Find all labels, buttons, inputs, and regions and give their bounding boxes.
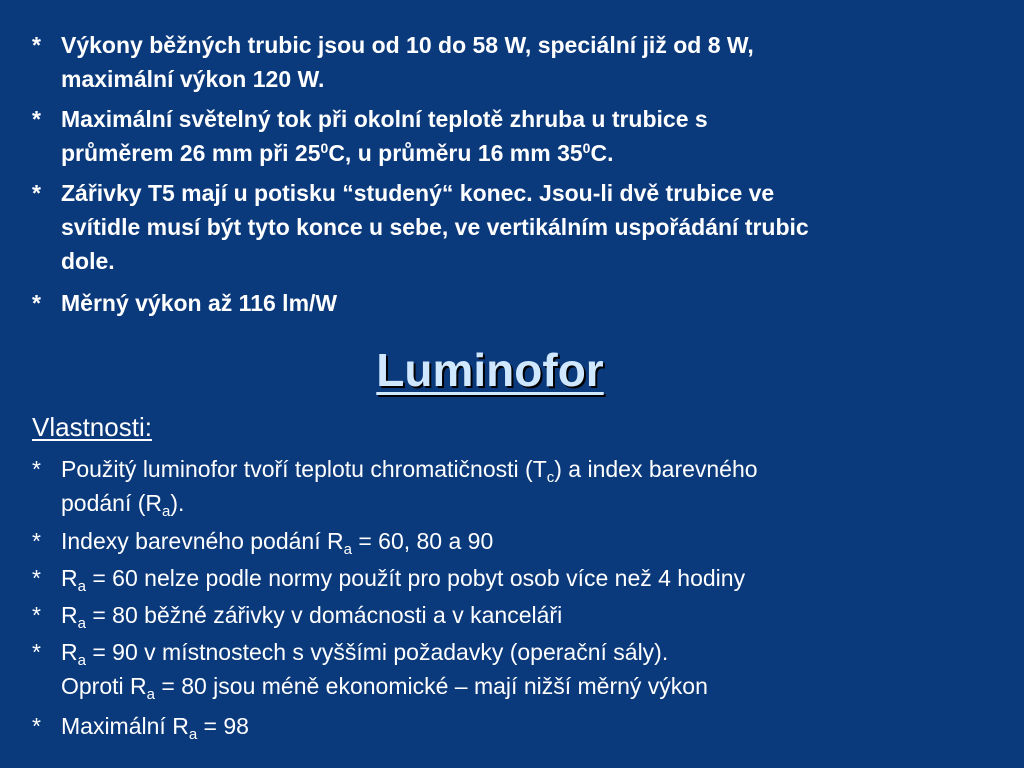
subscript: a [343, 541, 352, 558]
bullet-text [61, 598, 562, 632]
bullet-text [61, 635, 708, 669]
subscript: c [546, 469, 555, 486]
text-segment: = 90 v místnostech s vyššími požadavky (operační sály). [85, 639, 669, 665]
property-item-ra80 [32, 598, 562, 632]
text-segment: Oproti R [61, 673, 147, 699]
superscript: 0 [320, 140, 329, 156]
text-segment: ). [170, 490, 185, 516]
subscript: a [77, 652, 86, 669]
text-segment: průměrem 26 mm při 25 [61, 140, 321, 166]
bullet-item-t5-cold-end [32, 176, 992, 278]
bullet-text [61, 486, 758, 520]
subscript: a [77, 615, 86, 632]
slide-title: Luminofor [376, 344, 604, 396]
bullet-text [61, 561, 745, 595]
bullet-marker: * [32, 528, 41, 554]
bullet-text [61, 524, 493, 558]
bullet-text: Výkony běžných trubic jsou od 10 do 58 W, speciální již od 8 W, [61, 32, 754, 58]
property-item-chromaticity [32, 452, 758, 520]
bullet-text: Zářivky T5 mají u potisku “studený“ konec. Jsou-li dvě trubice ve [61, 180, 775, 206]
bullet-text: Měrný výkon až 116 lm/W [61, 290, 338, 316]
text-segment: = 80 jsou méně ekonomické – mají nižší měrný výkon [154, 673, 708, 699]
bullet-text [61, 669, 708, 703]
section-heading: Vlastnosti: [32, 412, 152, 442]
bullet-item-efficacy [32, 286, 992, 320]
bullet-marker: * [32, 713, 41, 739]
bullet-marker: * [32, 602, 41, 628]
text-segment: R [61, 602, 78, 628]
text-segment: ) a index barevného [554, 456, 758, 482]
property-item-max-ra [32, 709, 249, 743]
bullet-item-luminous-flux [32, 102, 992, 170]
property-item-indexes [32, 524, 493, 558]
text-segment: = 60 nelze podle normy použít pro pobyt osob více než 4 hodiny [85, 565, 746, 591]
subscript: a [146, 686, 155, 703]
text-segment: Indexy barevného podání R [61, 528, 344, 554]
text-segment: Maximální R [61, 713, 189, 739]
bullet-text: dole. [61, 248, 115, 274]
text-segment: Použitý luminofor tvoří teplotu chromatičnosti (T [61, 456, 547, 482]
bullet-text: svítidle musí být tyto konce u sebe, ve vertikálním uspořádání trubic [61, 214, 809, 240]
superscript: 0 [582, 140, 591, 156]
bullet-text: maximální výkon 120 W. [61, 66, 325, 92]
text-segment: = 98 [197, 713, 249, 739]
text-segment: C, u průměru 16 mm 35 [328, 140, 583, 166]
bullet-item-power [32, 28, 992, 96]
bullet-marker: * [32, 106, 41, 132]
bullet-marker: * [32, 180, 41, 206]
property-item-ra90 [32, 635, 708, 703]
text-segment: = 60, 80 a 90 [351, 528, 494, 554]
property-item-ra60 [32, 561, 745, 595]
bullet-text [61, 452, 758, 486]
bullet-text [61, 136, 992, 170]
bullet-marker: * [32, 456, 41, 482]
bullet-marker: * [32, 290, 41, 316]
bullet-marker: * [32, 565, 41, 591]
bullet-marker: * [32, 639, 41, 665]
text-segment: podání (R [61, 490, 163, 516]
bullet-marker: * [32, 32, 41, 58]
bullet-text [61, 709, 249, 743]
subscript: a [77, 578, 86, 595]
subscript: a [162, 503, 171, 520]
text-segment: R [61, 565, 78, 591]
subscript: a [188, 726, 198, 743]
text-segment: = 80 běžné zářivky v domácnosti a v kanceláři [85, 602, 563, 628]
bullet-text: Maximální světelný tok při okolní teplotě zhruba u trubice s [61, 106, 708, 132]
text-segment: C. [590, 140, 614, 166]
text-segment: R [61, 639, 78, 665]
